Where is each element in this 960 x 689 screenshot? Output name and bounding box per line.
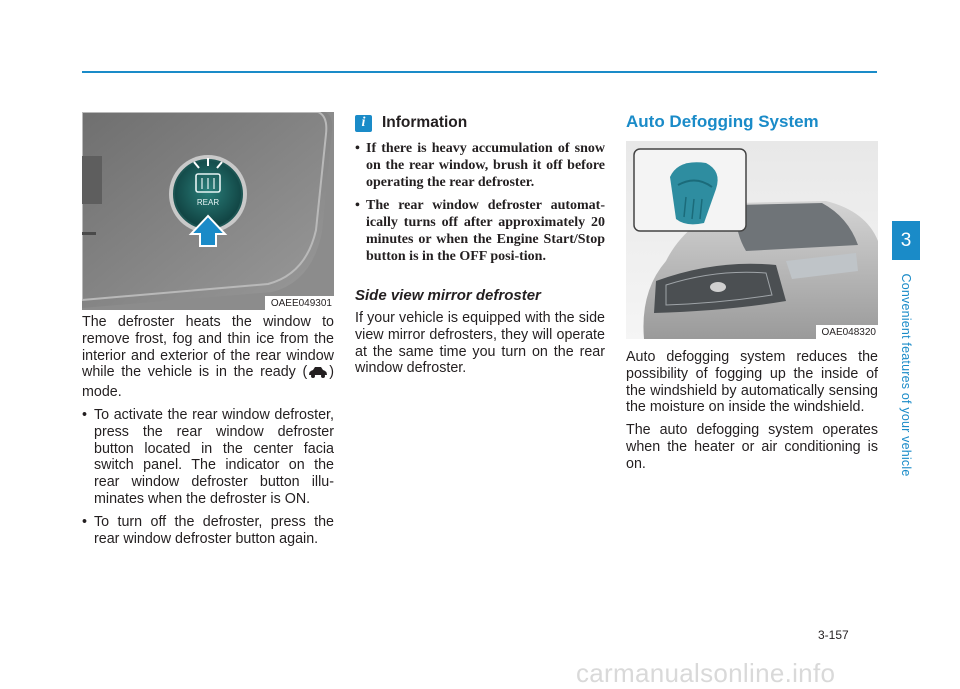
auto-defog-paragraph-1: Auto defogging system reduces the possibility of fogging up the inside of the windshield by automatically sensing the moisture on inside the windshield. bbox=[626, 349, 878, 416]
chapter-title: Convenient features of your vehicle bbox=[899, 273, 913, 477]
information-title: Information bbox=[382, 114, 468, 131]
information-icon: i bbox=[355, 115, 372, 132]
list-item: • The rear window defroster automat-ically turns off after approximately 20 minutes or when the Engine Start/Stop button is in the OFF posi-tion. bbox=[355, 198, 605, 264]
mirror-defroster-text: If your vehicle is equipped with the side view mirror defrosters, they will operate at the same time you turn on the rear window defroster. bbox=[355, 310, 605, 377]
information-list bbox=[355, 140, 605, 265]
intro-text-1: The defroster heats the window to remove frost, fog and thin ice from the interior and exterior of the rear window while the vehicle is in the ready ( bbox=[82, 314, 334, 381]
car-sensor-illustration bbox=[626, 141, 878, 339]
list-item: • If there is heavy accumulation of snow on the rear window, brush it off before operating the rear defroster. bbox=[355, 141, 605, 190]
right-column bbox=[626, 112, 878, 479]
middle-column bbox=[355, 112, 605, 377]
auto-defogging-heading: Auto Defogging System bbox=[626, 112, 819, 131]
intro-text-2: ) mode. bbox=[82, 364, 334, 401]
auto-defog-sensor-figure bbox=[626, 141, 878, 339]
watermark: carmanualsonline.info bbox=[576, 658, 836, 688]
defroster-bullet-list bbox=[82, 407, 334, 547]
information-header bbox=[355, 114, 605, 132]
header-rule bbox=[82, 71, 877, 73]
auto-defog-paragraph-2: The auto defogging system operates when the heater or air conditioning is on. bbox=[626, 422, 878, 472]
figure-code: OAE048320 bbox=[816, 325, 879, 339]
rear-defroster-button-figure bbox=[82, 112, 334, 310]
list-item: • To activate the rear window defroster, press the rear window defroster button located in the center facia switch panel. The indicator on the rear window defroster button illu-minates when the defroster is ON. bbox=[82, 406, 334, 507]
chapter-tab: 3 bbox=[892, 221, 920, 260]
left-column bbox=[82, 112, 334, 553]
ready-mode-icon bbox=[307, 365, 329, 384]
list-item: • To turn off the defroster, press the rear window defroster button again. bbox=[82, 513, 334, 547]
rear-button-label: REAR bbox=[196, 198, 220, 207]
figure-code: OAEE049301 bbox=[265, 296, 334, 310]
defroster-intro bbox=[82, 314, 334, 401]
mirror-defroster-heading: Side view mirror defroster bbox=[355, 287, 541, 304]
page-number: 3-157 bbox=[818, 628, 849, 642]
rear-defroster-illustration bbox=[82, 112, 334, 310]
